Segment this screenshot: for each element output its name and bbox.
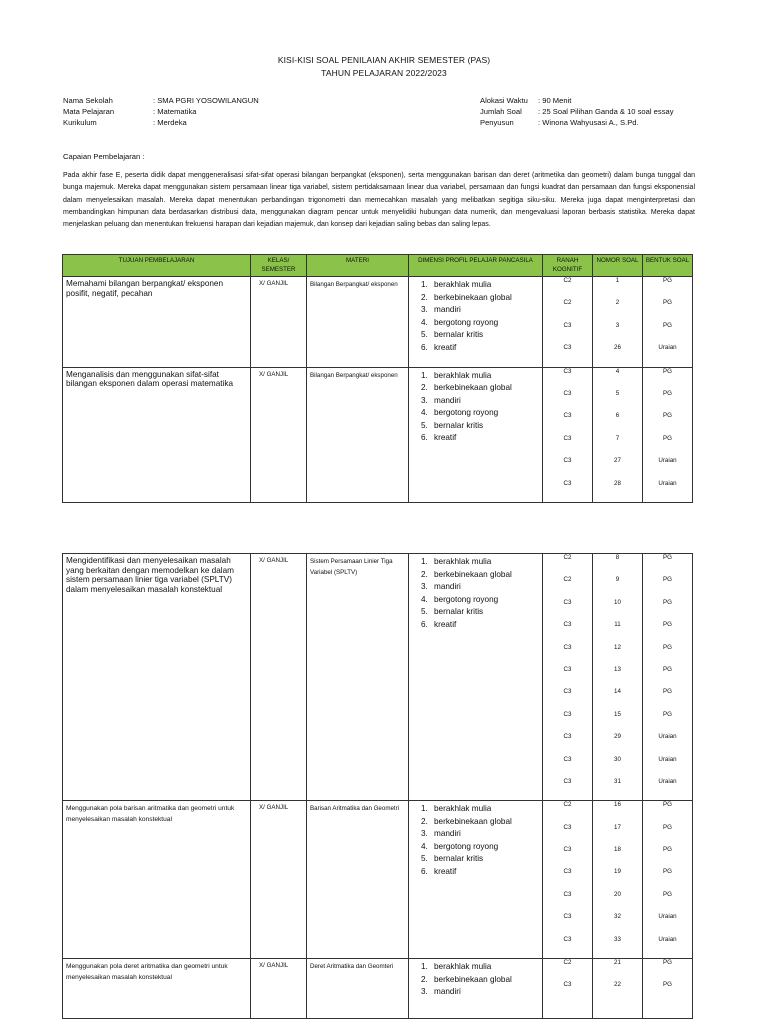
ranah-cell xyxy=(543,554,593,801)
table-row xyxy=(63,554,693,801)
list-item: 2. berkebinekaan global xyxy=(421,569,512,579)
bentuk-value: PG xyxy=(663,367,672,375)
bentuk-entry xyxy=(643,778,692,800)
ranah-value: C3 xyxy=(563,665,572,673)
bentuk-entry xyxy=(643,846,692,868)
nomor-value: 9 xyxy=(615,576,620,584)
list-item: 3. mandiri xyxy=(421,395,461,405)
nomor-entry xyxy=(593,576,642,598)
kelas-cell: X/ GANJIL xyxy=(251,959,307,1019)
bentuk-value: PG xyxy=(663,412,672,420)
bentuk-entry xyxy=(643,554,692,576)
bentuk-entry xyxy=(643,733,692,755)
bentuk-cell xyxy=(643,959,693,1019)
header-dimensi: DIMENSI PROFIL PELAJAR PANCASILA xyxy=(409,255,543,277)
nomor-value: 1 xyxy=(615,277,620,284)
ranah-entry xyxy=(543,666,592,688)
bentuk-entry xyxy=(643,801,692,823)
nomor-value: 19 xyxy=(614,868,621,876)
nomor-entry xyxy=(593,846,642,868)
bentuk-entry xyxy=(643,868,692,890)
materi-cell: Bilangan Berpangkat/ eksponen xyxy=(307,367,409,502)
ranah-entry xyxy=(543,711,592,733)
header-tujuan: TUJUAN PEMBELAJARAN xyxy=(63,255,251,277)
ranah-entry xyxy=(543,322,592,344)
nomor-entry xyxy=(593,868,642,890)
list-item: 5. bernalar kritis xyxy=(421,330,484,339)
bentuk-value: PG xyxy=(663,665,672,673)
table-row xyxy=(63,801,693,959)
nomor-entry xyxy=(593,688,642,710)
kelas-cell: X/ GANJIL xyxy=(251,554,307,801)
bentuk-value: Uraian xyxy=(658,457,677,465)
info-label: Mata Pelajaran xyxy=(63,107,115,116)
kelas-cell: X/ GANJIL xyxy=(251,801,307,959)
nomor-entry xyxy=(593,959,642,981)
list-item: 4. bergotong royong xyxy=(421,317,499,327)
nomor-value: 28 xyxy=(614,479,621,487)
ranah-value: C2 xyxy=(563,277,572,284)
nomor-value: 31 xyxy=(614,777,621,785)
nomor-value: 5 xyxy=(615,389,620,397)
nomor-entry xyxy=(593,913,642,935)
bentuk-value: PG xyxy=(663,959,672,967)
ranah-value: C3 xyxy=(563,981,572,989)
ranah-value: C3 xyxy=(563,777,572,785)
ranah-value: C2 xyxy=(563,299,572,307)
info-label: Jumlah Soal xyxy=(480,107,522,116)
ranah-value: C2 xyxy=(563,576,572,584)
nomor-value: 26 xyxy=(614,344,621,352)
ranah-entry xyxy=(543,412,592,434)
info-value: : Matematika xyxy=(153,107,197,116)
info-value: : SMA PGRI YOSOWILANGUN xyxy=(153,96,259,105)
nomor-entry xyxy=(593,277,642,299)
nomor-entry xyxy=(593,733,642,755)
list-item: 6. kreatif xyxy=(421,619,457,629)
ranah-entry xyxy=(543,277,592,299)
ranah-cell xyxy=(543,959,593,1019)
info-value: : Winona Wahyusasi A., S.Pd. xyxy=(538,118,639,127)
ranah-cell xyxy=(543,801,593,959)
ranah-value: C3 xyxy=(563,823,572,831)
dimensi-cell xyxy=(409,554,543,801)
ranah-entry xyxy=(543,621,592,643)
nomor-entry xyxy=(593,756,642,778)
ranah-entry xyxy=(543,457,592,479)
nomor-entry xyxy=(593,711,642,733)
header-bentuk: BENTUK SOAL xyxy=(643,255,693,277)
table-row xyxy=(63,959,693,1019)
nomor-entry xyxy=(593,412,642,434)
bentuk-cell xyxy=(643,554,693,801)
list-item: 1. berakhlak mulia xyxy=(421,804,492,814)
dimensi-cell xyxy=(409,277,543,368)
bentuk-value: PG xyxy=(663,643,672,651)
nomor-entry xyxy=(593,554,642,576)
ranah-value: C3 xyxy=(563,457,572,465)
bentuk-entry xyxy=(643,756,692,778)
ranah-value: C3 xyxy=(563,389,572,397)
ranah-value: C3 xyxy=(563,733,572,741)
list-item: 6. kreatif xyxy=(421,866,457,876)
capaian-paragraph: Pada akhir fase E, peserta didik dapat menggeneralisasi sifat-sifat operasi bilangan berpangkat (eksponen), serta menggunakan barisan dan deret (aritmetika dan geometri) dalam bunga tunggal dan bunga majemuk. Mereka dapat menggunakan sistem persamaan linear tiga variabel, sistem pertidaksamaan linear dua variabel, persamaan dan fungsi kuadrat dan persamaan dan fungsi eksponensial dalam menyelesaikan masalah. Mereka dapat menentukan perbandingan trigonometri dan memecahkan masalah yang melibatkan segitiga siku-siku. Mereka juga dapat menginterpretasi dan membandingkan himpunan data berdasarkan distribusi data, menggunakan diagram pencar untuk menyelidiki hubungan data numerik, dan mengevaluasi laporan berbasis statistika. Mereka dapat menjelaskan peluang dan menentukan frekuensi harapan dari kejadian majemuk, dan konsep dari kejadian saling bebas dan saling lepas. xyxy=(63,172,695,229)
nomor-value: 20 xyxy=(614,890,621,898)
bentuk-entry xyxy=(643,344,692,366)
nomor-value: 2 xyxy=(615,299,620,307)
bentuk-entry xyxy=(643,913,692,935)
ranah-entry xyxy=(543,390,592,412)
bentuk-value: PG xyxy=(663,846,672,854)
bentuk-value: Uraian xyxy=(658,777,677,785)
nomor-value: 14 xyxy=(614,688,621,696)
info-label: Penyusun xyxy=(480,118,514,127)
dimensi-cell xyxy=(409,367,543,502)
ranah-value: C3 xyxy=(563,710,572,718)
nomor-cell xyxy=(593,959,643,1019)
bentuk-entry xyxy=(643,644,692,666)
kelas-cell: X/ GANJIL xyxy=(251,367,307,502)
header-ranah: RANAH KOGNITIF xyxy=(543,255,593,277)
ranah-entry xyxy=(543,868,592,890)
bentuk-entry xyxy=(643,368,692,390)
bentuk-value: PG xyxy=(663,554,672,561)
info-value: : Merdeka xyxy=(153,118,187,127)
bentuk-value: PG xyxy=(663,576,672,584)
ranah-value: C3 xyxy=(563,321,572,329)
tujuan-cell: Menggunakan pola barisan aritmatika dan geometri untuk menyelesaikan masalah konstektual xyxy=(63,801,251,959)
bentuk-entry xyxy=(643,688,692,710)
ranah-entry xyxy=(543,368,592,390)
table-row xyxy=(63,277,693,368)
bentuk-value: PG xyxy=(663,621,672,629)
nomor-value: 8 xyxy=(615,554,620,561)
ranah-value: C3 xyxy=(563,890,572,898)
nomor-entry xyxy=(593,344,642,366)
ranah-entry xyxy=(543,756,592,778)
bentuk-value: PG xyxy=(663,710,672,718)
ranah-value: C3 xyxy=(563,935,572,943)
bentuk-value: Uraian xyxy=(658,913,677,921)
list-item: 4. bergotong royong xyxy=(421,594,499,604)
bentuk-entry xyxy=(643,621,692,643)
bentuk-entry xyxy=(643,412,692,434)
bentuk-entry xyxy=(643,277,692,299)
bentuk-value: PG xyxy=(663,823,672,831)
nomor-value: 4 xyxy=(615,367,620,375)
bentuk-entry xyxy=(643,936,692,958)
nomor-value: 29 xyxy=(614,733,621,741)
ranah-entry xyxy=(543,891,592,913)
bentuk-entry xyxy=(643,576,692,598)
nomor-value: 6 xyxy=(615,412,620,420)
nomor-entry xyxy=(593,891,642,913)
list-item: 3. mandiri xyxy=(421,987,461,997)
nomor-entry xyxy=(593,621,642,643)
info-value: : 90 Menit xyxy=(538,96,572,105)
ranah-entry xyxy=(543,688,592,710)
nomor-entry xyxy=(593,368,642,390)
dimensi-list xyxy=(421,961,538,999)
nomor-value: 16 xyxy=(614,801,621,809)
ranah-entry xyxy=(543,824,592,846)
ranah-cell xyxy=(543,367,593,502)
nomor-entry xyxy=(593,644,642,666)
bentuk-value: PG xyxy=(663,434,672,442)
ranah-entry xyxy=(543,936,592,958)
ranah-entry xyxy=(543,344,592,366)
kisi-kisi-table-2 xyxy=(62,553,693,1019)
ranah-cell xyxy=(543,277,593,368)
ranah-value: C3 xyxy=(563,434,572,442)
bentuk-value: PG xyxy=(663,598,672,606)
list-item: 2. berkebinekaan global xyxy=(421,292,512,302)
list-item: 2. berkebinekaan global xyxy=(421,383,512,393)
document-title-1: KISI-KISI SOAL PENILAIAN AKHIR SEMESTER (PAS) xyxy=(277,55,491,65)
nomor-entry xyxy=(593,801,642,823)
ranah-entry xyxy=(543,733,592,755)
nomor-value: 33 xyxy=(614,935,621,943)
nomor-value: 27 xyxy=(614,457,621,465)
list-item: 2. berkebinekaan global xyxy=(421,816,512,826)
bentuk-value: PG xyxy=(663,389,672,397)
ranah-value: C3 xyxy=(563,344,572,352)
nomor-value: 32 xyxy=(614,913,621,921)
ranah-entry xyxy=(543,913,592,935)
nomor-value: 3 xyxy=(615,321,620,329)
tujuan-cell: Mengidentifikasi dan menyelesaikan masalah yang berkaitan dengan memodelkan ke dalam sistem persamaan linier tiga variabel (SPLTV) dalam menyelesaikan masalah konstektual xyxy=(63,554,251,801)
bentuk-entry xyxy=(643,435,692,457)
bentuk-value: Uraian xyxy=(658,344,677,352)
header-kelas: KELAS/ SEMESTER xyxy=(251,255,307,277)
ranah-entry xyxy=(543,576,592,598)
bentuk-cell xyxy=(643,801,693,959)
ranah-value: C3 xyxy=(563,621,572,629)
ranah-value: C3 xyxy=(563,688,572,696)
list-item: 3. mandiri xyxy=(421,582,461,591)
nomor-value: 21 xyxy=(614,959,621,967)
bentuk-value: Uraian xyxy=(658,479,677,487)
ranah-value: C3 xyxy=(563,913,572,921)
nomor-entry xyxy=(593,390,642,412)
ranah-value: C3 xyxy=(563,598,572,606)
nomor-value: 17 xyxy=(614,823,621,831)
nomor-entry xyxy=(593,599,642,621)
nomor-entry xyxy=(593,457,642,479)
tujuan-cell: Menganalisis dan menggunakan sifat-sifat bilangan eksponen dalam operasi matematika xyxy=(63,367,251,502)
dimensi-cell xyxy=(409,801,543,959)
bentuk-entry xyxy=(643,891,692,913)
ranah-entry xyxy=(543,778,592,800)
tujuan-cell: Memahami bilangan berpangkat/ eksponen posifit, negatif, pecahan xyxy=(63,277,251,368)
ranah-value: C2 xyxy=(563,801,572,809)
nomor-entry xyxy=(593,435,642,457)
nomor-value: 22 xyxy=(614,981,621,989)
bentuk-entry xyxy=(643,711,692,733)
ranah-entry xyxy=(543,599,592,621)
list-item: 5. bernalar kritis xyxy=(421,607,484,616)
dimensi-list xyxy=(421,279,538,354)
materi-cell: Barisan Aritmatika dan Geometri xyxy=(307,801,409,959)
ranah-entry xyxy=(543,846,592,868)
bentuk-value: PG xyxy=(663,277,672,284)
list-item: 1. berakhlak mulia xyxy=(421,370,492,380)
nomor-entry xyxy=(593,299,642,321)
bentuk-entry xyxy=(643,299,692,321)
ranah-entry xyxy=(543,959,592,981)
ranah-entry xyxy=(543,981,592,1003)
nomor-entry xyxy=(593,778,642,800)
bentuk-value: PG xyxy=(663,299,672,307)
list-item: 1. berakhlak mulia xyxy=(421,280,492,289)
bentuk-value: Uraian xyxy=(658,935,677,943)
table-row xyxy=(63,367,693,502)
ranah-entry xyxy=(543,801,592,823)
nomor-value: 13 xyxy=(614,665,621,673)
bentuk-entry xyxy=(643,981,692,1003)
bentuk-value: PG xyxy=(663,801,672,809)
bentuk-value: PG xyxy=(663,890,672,898)
kisi-kisi-table-1 xyxy=(62,254,693,503)
list-item: 6. kreatif xyxy=(421,433,457,443)
dimensi-list xyxy=(421,370,538,445)
info-value: : 25 Soal Pilihan Ganda & 10 soal essay xyxy=(538,107,674,116)
list-item: 3. mandiri xyxy=(421,305,461,314)
list-item: 5. bernalar kritis xyxy=(421,420,484,430)
bentuk-cell xyxy=(643,277,693,368)
list-item: 6. kreatif xyxy=(421,342,457,352)
header-materi: MATERI xyxy=(307,255,409,277)
nomor-cell xyxy=(593,277,643,368)
kelas-cell: X/ GANJIL xyxy=(251,277,307,368)
bentuk-value: PG xyxy=(663,321,672,329)
nomor-value: 12 xyxy=(614,643,621,651)
dimensi-list xyxy=(421,803,538,878)
school-info-right xyxy=(480,95,674,128)
bentuk-entry xyxy=(643,390,692,412)
list-item: 4. bergotong royong xyxy=(421,408,499,418)
nomor-entry xyxy=(593,322,642,344)
dimensi-cell xyxy=(409,959,543,1019)
ranah-value: C3 xyxy=(563,412,572,420)
nomor-value: 7 xyxy=(615,434,620,442)
ranah-entry xyxy=(543,554,592,576)
capaian-heading: Capaian Pembelajaran : xyxy=(63,152,145,161)
tujuan-cell: Menggunakan pola deret aritmatika dan geometri untuk menyelesaikan masalah konstektual xyxy=(63,959,251,1019)
ranah-value: C3 xyxy=(563,479,572,487)
ranah-entry xyxy=(543,435,592,457)
bentuk-entry xyxy=(643,666,692,688)
dimensi-list xyxy=(421,556,538,631)
ranah-value: C3 xyxy=(563,367,572,375)
ranah-entry xyxy=(543,644,592,666)
nomor-entry xyxy=(593,480,642,502)
ranah-value: C3 xyxy=(563,868,572,876)
list-item: 4. bergotong royong xyxy=(421,841,499,851)
nomor-entry xyxy=(593,666,642,688)
list-item: 1. berakhlak mulia xyxy=(421,962,492,972)
header-nomor: NOMOR SOAL xyxy=(593,255,643,277)
materi-cell: Sistem Persamaan Linier Tiga Variabel (SPLTV) xyxy=(307,554,409,801)
ranah-value: C2 xyxy=(563,959,572,967)
materi-cell: Deret Aritmatika dan Geomteri xyxy=(307,959,409,1019)
nomor-value: 11 xyxy=(614,621,621,629)
nomor-entry xyxy=(593,981,642,1003)
ranah-value: C2 xyxy=(563,554,572,561)
bentuk-entry xyxy=(643,959,692,981)
bentuk-value: Uraian xyxy=(658,755,677,763)
list-item: 3. mandiri xyxy=(421,829,461,839)
info-label: Kurikulum xyxy=(63,118,97,127)
bentuk-entry xyxy=(643,824,692,846)
bentuk-entry xyxy=(643,599,692,621)
nomor-value: 10 xyxy=(614,598,621,606)
nomor-entry xyxy=(593,936,642,958)
bentuk-value: Uraian xyxy=(658,733,677,741)
ranah-value: C3 xyxy=(563,846,572,854)
bentuk-value: PG xyxy=(663,981,672,989)
bentuk-cell xyxy=(643,367,693,502)
ranah-value: C3 xyxy=(563,643,572,651)
materi-cell: Bilangan Berpangkat/ eksponen xyxy=(307,277,409,368)
nomor-value: 30 xyxy=(614,755,621,763)
bentuk-value: PG xyxy=(663,868,672,876)
info-label: Nama Sekolah xyxy=(63,96,113,105)
document-title-2: TAHUN PELAJARAN 2022/2023 xyxy=(321,68,447,78)
bentuk-entry xyxy=(643,480,692,502)
bentuk-entry xyxy=(643,322,692,344)
list-item: 1. berakhlak mulia xyxy=(421,557,492,566)
bentuk-value: PG xyxy=(663,688,672,696)
nomor-cell xyxy=(593,367,643,502)
school-info-left xyxy=(63,95,259,128)
bentuk-entry xyxy=(643,457,692,479)
nomor-value: 18 xyxy=(614,846,621,854)
ranah-entry xyxy=(543,299,592,321)
list-item: 2. berkebinekaan global xyxy=(421,974,512,984)
nomor-value: 15 xyxy=(614,710,621,718)
ranah-value: C3 xyxy=(563,755,572,763)
list-item: 5. bernalar kritis xyxy=(421,854,484,864)
nomor-cell xyxy=(593,801,643,959)
info-label: Alokasi Waktu xyxy=(480,96,528,105)
nomor-cell xyxy=(593,554,643,801)
ranah-entry xyxy=(543,480,592,502)
nomor-entry xyxy=(593,824,642,846)
